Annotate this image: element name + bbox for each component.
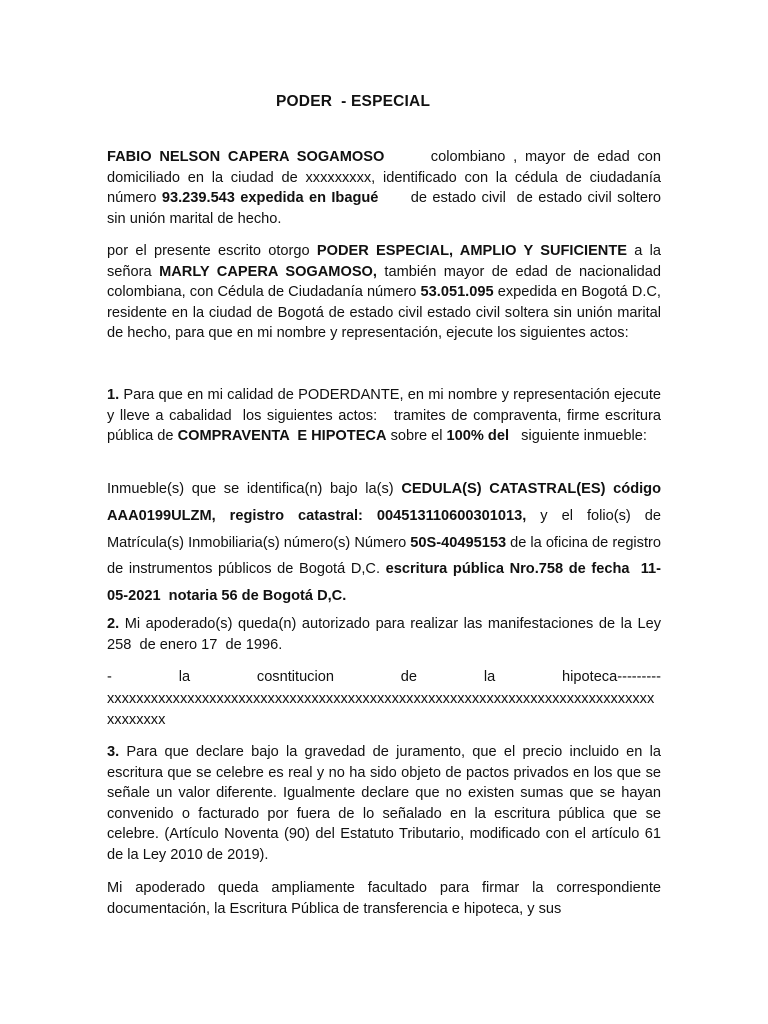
property-paragraph <box>107 476 666 610</box>
power-grant-paragraph <box>107 241 670 344</box>
grant-text-4: expedida en Bogotá D.C, residente en la ciudad de Bogotá de estado civil estado civil soltera sin unión marital de hecho, para que en mi nombre y representación, ejecute los siguientes actos: <box>107 284 670 341</box>
word-hipoteca: hipoteca--------- <box>562 669 661 685</box>
grant-text-1: por el presente escrito otorgo <box>107 243 317 259</box>
clause-1-percentage: 100% del <box>446 428 510 444</box>
property-text-1: Inmueble(s) que se identifica(n) bajo la(s) <box>107 481 402 497</box>
grantor-name: FABIO NELSON CAPERA SOGAMOSO <box>107 149 385 165</box>
clause-1-paragraph <box>107 385 666 447</box>
mortgage-constitution-line <box>107 669 661 685</box>
grant-text-2: a la señora <box>107 243 666 280</box>
attorney-name: MARLY CAPERA SOGAMOSO, <box>159 263 377 280</box>
clause-2-number: 2. <box>107 616 120 632</box>
clause-3-paragraph <box>107 742 666 865</box>
clause-1-deed-type: COMPRAVENTA E HIPOTECA <box>177 428 387 444</box>
faculties-paragraph <box>107 878 666 919</box>
grantor-text-2: de estado civil de estado civil soltero sin unión marital de hecho. <box>107 190 666 227</box>
property-registration-number: 50S-40495153 <box>410 534 507 551</box>
clause-2-paragraph <box>107 614 666 655</box>
document-title: PODER - ESPECIAL <box>276 93 431 110</box>
dash-word: - <box>107 669 112 685</box>
clause-1-text-3: siguiente inmueble: <box>509 428 647 444</box>
grantor-text-1: colombiano , mayor de edad con domiciliado en la ciudad de xxxxxxxxx, identificado con la cédula de ciudadanía número <box>107 149 666 206</box>
clause-1-text-1: Para que en mi calidad de PODERDANTE, en mi nombre y representación ejecute y lleve a cabalidad los siguientes actos: tramites de compraventa, firme escritura pública de <box>107 387 666 444</box>
grant-type: PODER ESPECIAL, AMPLIO Y SUFICIENTE <box>316 243 627 259</box>
attorney-id: 53.051.095 <box>420 284 494 300</box>
word-cosntitucion: cosntitucion <box>256 669 334 685</box>
clause-2-text: Mi apoderado(s) queda(n) autorizado para realizar las manifestaciones de la Ley 258 de enero 17 de 1996. <box>107 616 666 653</box>
word-de: de <box>400 669 418 685</box>
clause-1-text-2: sobre el <box>386 428 447 444</box>
clause-3-number: 3. <box>107 744 120 760</box>
word-la-2: la <box>483 669 496 685</box>
grant-text-3: también mayor de edad de nacionalidad colombiana, con Cédula de Ciudadanía número <box>107 263 666 300</box>
filler-x-line: xxxxxxxxxxxxxxxxxxxxxxxxxxxxxxxxxxxxxxxxxxxxxxxxxxxxxxxxxxxxxxxxxxxxxxxxxxxxxxxxxxx <box>107 691 655 728</box>
word-la-1: la <box>178 669 191 685</box>
grantor-id: 93.239.543 expedida en Ibagué <box>161 190 379 206</box>
property-text-3: de la oficina de registro de instrumentos públicos de Bogotá D,C. <box>107 534 666 578</box>
faculties-text: Mi apoderado queda ampliamente facultado para firmar la correspondiente documentación, la Escritura Pública de transferencia e hipoteca, y sus <box>107 880 666 917</box>
clause-1-number: 1. <box>107 387 120 403</box>
grantor-paragraph <box>107 147 666 229</box>
property-deed: escritura pública Nro.758 de fecha 11-05-2021 notaria 56 de Bogotá D,C. <box>107 561 661 605</box>
property-text-2: y el folio(s) de Matrícula(s) Inmobiliaria(s) número(s) Número <box>107 507 666 551</box>
clause-3-text: Para que declare bajo la gravedad de juramento, que el precio incluido en la escritura que se celebre es real y no ha sido objeto de pactos privados en los que se señale un valor diferente. Igualmente declare que no existen sumas que se hayan convenido o facturado por fuera de lo señalado en la escritura pública que se celebre. (Artículo Noventa (90) del Estatuto Tributario, modificado con el artículo 61 de la Ley 2010 de 2019). <box>107 744 666 863</box>
property-cadastral: CEDULA(S) CATASTRAL(ES) código AAA0199ULZM, registro catastral: 004513110600301013, <box>107 481 665 524</box>
